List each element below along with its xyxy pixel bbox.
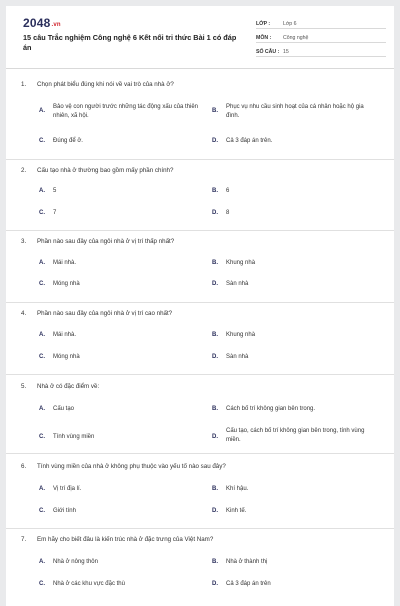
option-b[interactable]: [212, 187, 378, 196]
option-letter: A.: [39, 486, 45, 492]
question-divider: [6, 230, 394, 231]
question-text: Phần nào sau đây của ngôi nhà ở vị trí cao nhất?: [37, 310, 173, 317]
option-c[interactable]: [39, 353, 205, 362]
option-letter: D.: [212, 138, 218, 144]
question-text: Em hãy cho biết đâu là kiến trúc nhà ở đặc trưng của Việt Nam?: [37, 536, 214, 543]
document-page: [6, 6, 394, 606]
meta-row-count: [256, 45, 386, 57]
question-text: Chọn phát biểu đúng khi nói về vai trò của nhà ở?: [37, 81, 174, 88]
question-1: [18, 80, 382, 89]
question-number: 6.: [21, 463, 27, 470]
question-divider: [6, 528, 394, 529]
logo-text: 2048: [23, 16, 51, 30]
option-letter: A.: [39, 332, 45, 338]
option-text: Khung nhà: [226, 332, 256, 338]
option-a[interactable]: [39, 331, 205, 340]
option-text: Khí hậu.: [226, 486, 249, 492]
logo-suffix: .vn: [51, 22, 61, 28]
question-text: Tính vùng miền của nhà ở không phụ thuộc vào yếu tố nào sau đây?: [37, 463, 226, 470]
option-letter: C.: [39, 581, 45, 587]
question-header: [18, 382, 382, 391]
meta-value: 15: [283, 49, 289, 55]
option-letter: A.: [39, 188, 45, 194]
option-text: Tính vùng miền: [53, 434, 95, 440]
option-letter: B.: [212, 188, 218, 194]
option-text: 7: [53, 210, 57, 216]
option-b[interactable]: [212, 405, 378, 414]
meta-key: LỚP :: [256, 21, 271, 27]
document-title: 15 câu Trắc nghiệm Công nghệ 6 Kết nối tri thức Bài 1 có đáp án: [23, 33, 237, 52]
question-text: Cấu tạo nhà ở thường bao gồm mấy phần chính?: [37, 167, 174, 174]
option-letter: B.: [212, 406, 218, 412]
option-letter: D.: [212, 210, 218, 216]
question-7: [18, 535, 382, 544]
document-meta: [256, 17, 386, 59]
option-text: Nhà ở nông thôn: [53, 559, 98, 565]
meta-key: MÔN :: [256, 35, 272, 41]
option-letter: C.: [39, 138, 45, 144]
option-letter: A.: [39, 406, 45, 412]
option-b[interactable]: [212, 103, 378, 120]
option-text: Cấu tạo: [53, 406, 75, 412]
option-b[interactable]: [212, 558, 378, 567]
option-text: Nhà ở thành thị: [226, 559, 268, 565]
option-b[interactable]: [212, 259, 378, 268]
option-d[interactable]: [212, 580, 378, 589]
option-c[interactable]: [39, 580, 205, 589]
option-letter: D.: [212, 581, 218, 587]
question-divider: [6, 374, 394, 375]
question-header: [18, 80, 382, 89]
option-letter: C.: [39, 210, 45, 216]
question-header: [18, 462, 382, 471]
option-text: 6: [226, 188, 230, 194]
option-a[interactable]: [39, 558, 205, 567]
question-5: [18, 382, 382, 391]
option-text: 8: [226, 210, 230, 216]
option-text: Móng nhà: [53, 281, 80, 287]
question-header: [18, 166, 382, 175]
question-3: [18, 237, 382, 246]
option-letter: D.: [212, 354, 218, 360]
meta-row-subject: [256, 31, 386, 43]
question-2: [18, 166, 382, 175]
option-letter: C.: [39, 508, 45, 514]
site-logo[interactable]: [23, 16, 61, 30]
question-number: 2.: [21, 167, 27, 174]
option-letter: C.: [39, 354, 45, 360]
question-divider: [6, 453, 394, 454]
option-text: 5: [53, 188, 57, 194]
question-text: Nhà ở có đặc điểm về:: [37, 383, 100, 390]
option-b[interactable]: [212, 485, 378, 494]
option-text: Bảo vệ con người trước những tác động xấu của thiên nhiên, xã hội.: [53, 104, 199, 119]
option-text: Cả 3 đáp án trên: [226, 581, 271, 587]
option-c[interactable]: [39, 507, 205, 516]
option-c[interactable]: [39, 280, 205, 289]
option-d[interactable]: [212, 353, 378, 362]
question-number: 5.: [21, 383, 27, 390]
question-number: 7.: [21, 536, 27, 543]
option-text: Mái nhà.: [53, 260, 77, 266]
option-letter: B.: [212, 108, 218, 114]
meta-row-class: [256, 17, 386, 29]
option-text: Đúng để ở.: [53, 138, 83, 144]
question-4: [18, 309, 382, 318]
option-letter: B.: [212, 559, 218, 565]
option-c[interactable]: [39, 209, 205, 218]
question-text: Phần nào sau đây của ngôi nhà ở vị trí thấp nhất?: [37, 238, 175, 245]
question-header: [18, 309, 382, 318]
option-a[interactable]: [39, 103, 205, 120]
question-header: [18, 535, 382, 544]
option-c[interactable]: [39, 137, 205, 146]
document-header: [6, 6, 394, 69]
option-text: Nhà ở các khu vực đặc thù: [53, 581, 125, 587]
meta-value: Lớp 6: [283, 21, 297, 27]
option-letter: D.: [212, 508, 218, 514]
option-text: Cấu tạo, cách bố trí không gian bên trong, tính vùng miền.: [226, 428, 365, 443]
meta-key: SỐ CÂU :: [256, 49, 280, 55]
option-text: Mái nhà.: [53, 332, 77, 338]
question-divider: [6, 302, 394, 303]
option-a[interactable]: [39, 187, 205, 196]
option-b[interactable]: [212, 331, 378, 340]
option-d[interactable]: [212, 427, 378, 444]
option-d[interactable]: [212, 280, 378, 289]
option-text: Cả 3 đáp án trên.: [226, 138, 273, 144]
option-letter: B.: [212, 260, 218, 266]
option-letter: A.: [39, 559, 45, 565]
option-letter: C.: [39, 281, 45, 287]
option-letter: A.: [39, 260, 45, 266]
meta-value: Công nghệ: [283, 35, 309, 41]
option-letter: D.: [212, 281, 218, 287]
option-letter: D.: [212, 434, 218, 440]
option-letter: B.: [212, 332, 218, 338]
option-text: Giới tính: [53, 508, 76, 514]
option-text: Khung nhà: [226, 260, 256, 266]
question-6: [18, 462, 382, 471]
option-d[interactable]: [212, 137, 378, 146]
question-number: 3.: [21, 238, 27, 245]
question-divider: [6, 159, 394, 160]
option-a[interactable]: [39, 259, 205, 268]
option-d[interactable]: [212, 507, 378, 516]
option-text: Sàn nhà: [226, 281, 249, 287]
option-text: Cách bố trí không gian bên trong.: [226, 406, 316, 412]
question-number: 4.: [21, 310, 27, 317]
option-text: Sàn nhà: [226, 354, 249, 360]
option-text: Móng nhà: [53, 354, 80, 360]
option-d[interactable]: [212, 209, 378, 218]
option-text: Phục vụ nhu cầu sinh hoạt của cá nhân hoặc hộ gia đình.: [226, 104, 364, 119]
option-letter: A.: [39, 108, 45, 114]
option-c[interactable]: [39, 433, 205, 442]
option-text: Kinh tế.: [226, 508, 247, 514]
option-letter: C.: [39, 434, 45, 440]
option-text: Vị trí địa lí.: [53, 486, 82, 492]
question-header: [18, 237, 382, 246]
question-number: 1.: [21, 81, 27, 88]
option-letter: B.: [212, 486, 218, 492]
option-a[interactable]: [39, 405, 205, 414]
option-a[interactable]: [39, 485, 205, 494]
